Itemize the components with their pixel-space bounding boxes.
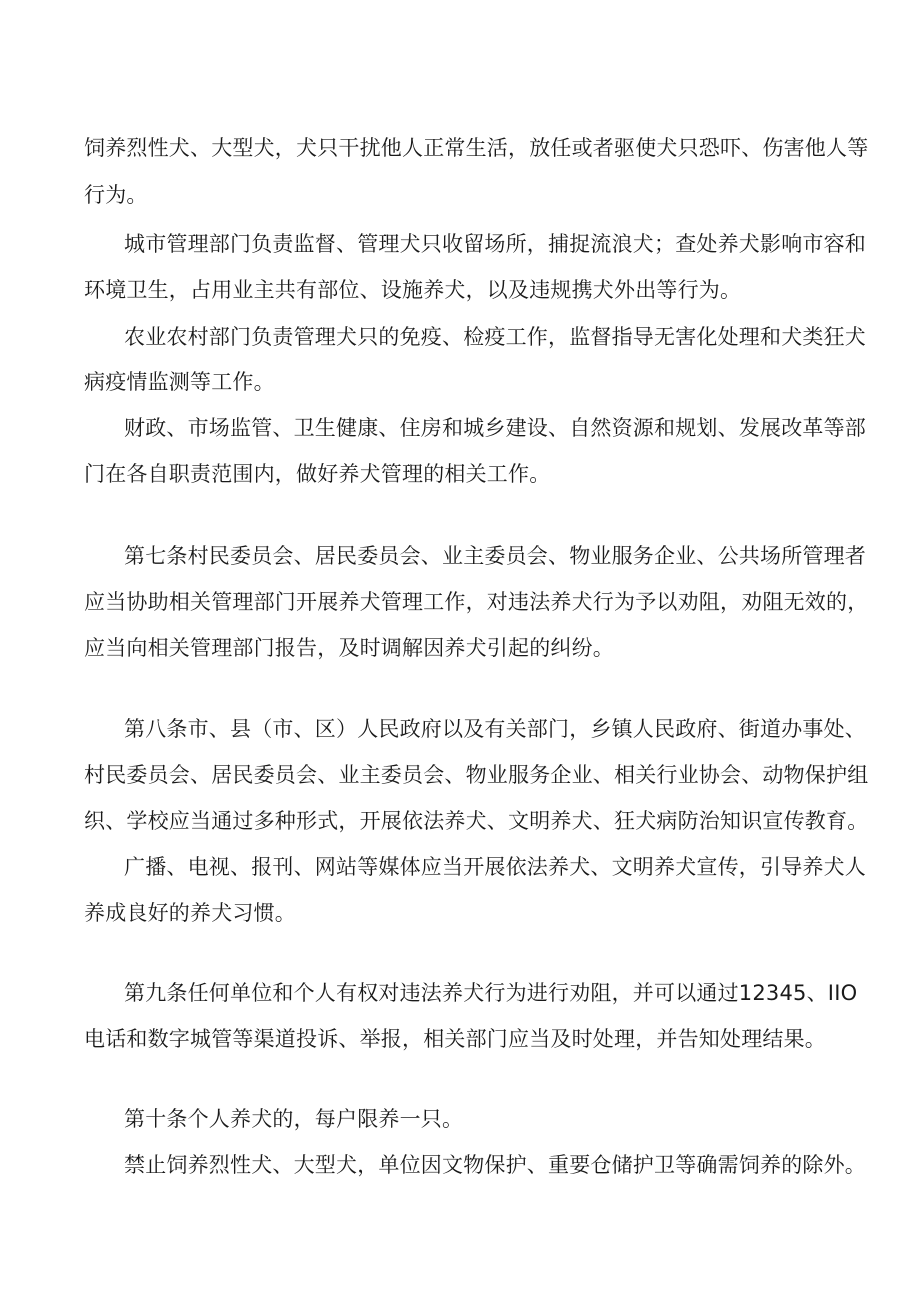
text-line: 城市管理部门负责监督、管理犬只收留场所，捕捉流浪犬；查处养犬影响市容和 [124, 232, 866, 256]
text-line: 村民委员会、居民委员会、业主委员会、物业服务企业、相关行业协会、动物保护组 [84, 763, 869, 787]
text-line: 第八条市、县（市、区）人民政府以及有关部门，乡镇人民政府、街道办事处、 [124, 717, 866, 741]
text-line: 广播、电视、报刊、网站等媒体应当开展依法养犬、文明养犬宣传，引导养犬人 [124, 855, 866, 879]
text-line: 农业农村部门负责管理犬只的免疫、检疫工作，监督指导无害化处理和犬类狂犬 [124, 325, 866, 349]
text-line: 织、学校应当通过多种形式，开展依法养犬、文明养犬、狂犬病防治知识宣传教育。 [84, 809, 869, 833]
text-line: 行为。 [84, 183, 148, 207]
text-line: 养成良好的养犬习惯。 [84, 901, 296, 925]
text-line: 第十条个人养犬的，每户限养一只。 [124, 1107, 464, 1131]
text-line: 第九条任何单位和个人有权对违法养犬行为进行劝阻，并可以通过12345、IIO [124, 981, 858, 1005]
text-line: 应当协助相关管理部门开展养犬管理工作，对违法养犬行为予以劝阻，劝阻无效的， [84, 590, 869, 614]
text-line: 第七条村民委员会、居民委员会、业主委员会、物业服务企业、公共场所管理者 [124, 544, 866, 568]
text-line: 财政、市场监管、卫生健康、住房和城乡建设、自然资源和规划、发展改革等部 [124, 416, 866, 440]
text-line: 门在各自职责范围内，做好养犬管理的相关工作。 [84, 462, 551, 486]
text-line: 应当向相关管理部门报告，及时调解因养犬引起的纠纷。 [84, 636, 614, 660]
text-line: 禁止饲养烈性犬、大型犬，单位因文物保护、重要仓储护卫等确需饲养的除外。 [124, 1153, 866, 1177]
text-line: 病疫情监测等工作。 [84, 370, 275, 394]
text-line: 电话和数字城管等渠道投诉、举报，相关部门应当及时处理，并告知处理结果。 [84, 1027, 826, 1051]
text-line: 环境卫生，占用业主共有部位、设施养犬，以及违规携犬外出等行为。 [84, 278, 742, 302]
text-line: 饲养烈性犬、大型犬，犬只干扰他人正常生活，放任或者驱使犬只恐吓、伤害他人等 [84, 136, 869, 160]
